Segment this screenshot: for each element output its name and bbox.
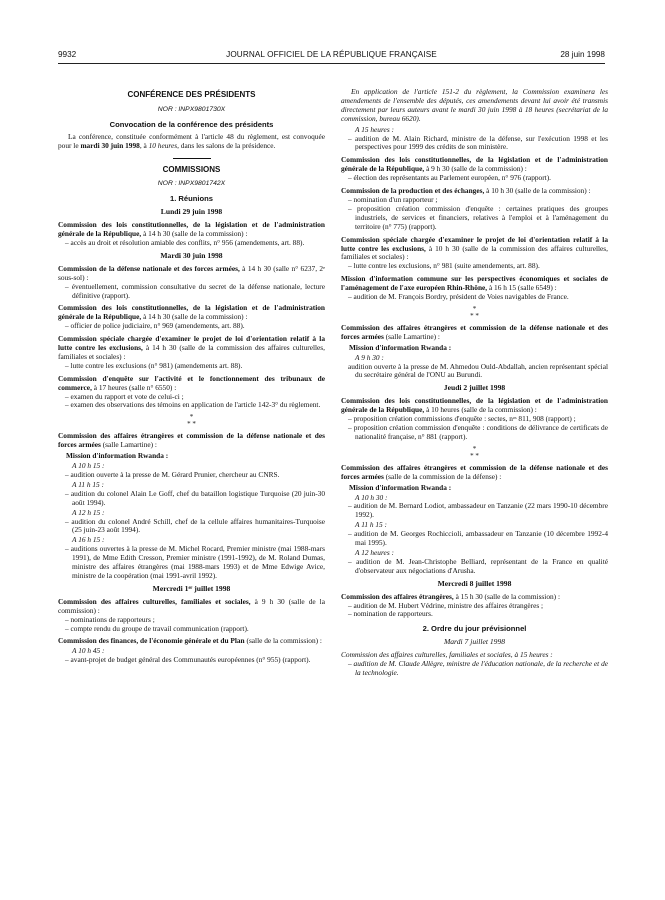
page-header (58, 50, 605, 64)
agenda-item: – éventuellement, commission consultative du secret de la défense nationale, lecture définitive (rapport). (65, 281, 325, 300)
nor-code: INPX9801742X (178, 180, 226, 188)
day-heading: Mercredi 8 juillet 1998 (437, 578, 512, 588)
agenda-item: – audition ouverte à la presse de M. Gérard Prunier, chercheur au CNRS. (65, 470, 280, 479)
commission-entry: Commission de la défense nationale et des forces armées, à 14 h 30 (salle n° 6237, 2ᵉ sous-sol) : (58, 263, 325, 282)
right-column (341, 88, 608, 678)
commission-entry: Commission spéciale chargée d'examiner le projet de loi d'orientation relatif à la lutte contre les exclusions, à 14 h 30 (salle de la commission des affaires culturelles, familiales et sociales) : (58, 334, 325, 361)
time-slot: A 10 h 15 : (72, 461, 105, 471)
agenda-item: – audition de M. Bernard Lodiot, ambassadeur en Tanzanie (22 mars 1990-10 décembre 1992). (348, 501, 608, 520)
agenda-item: – nominations de rapporteurs ; (65, 614, 155, 624)
agenda-item: – compte rendu du groupe de travail communication (rapport). (65, 623, 249, 633)
agenda-item: – examen des observations des témoins en application de l'article 142-3° du règlement. (65, 400, 321, 410)
time-slot: A 12 heures : (355, 547, 394, 557)
commission-entry: Commission des affaires étrangères et commission de la défense nationale et des forces armées (salle de la commission de la défense) : (341, 462, 608, 481)
section-title: 1. Réunions (169, 194, 214, 204)
commission-entry: Commission d'enquête sur l'activité et le fonctionnement des tribunaux de commerce, à 17 heures (salle n° 6550) : (58, 373, 325, 392)
header-rule (58, 63, 605, 64)
agenda-item: – audition de M. Hubert Védrine, ministre des affaires étrangères ; (348, 600, 544, 610)
agenda-item: – lutte contre les exclusions, n° 981 (suite amendements, art. 88). (348, 261, 540, 271)
issue-date: 28 juin 1998 (560, 50, 605, 59)
commission-entry: Commission des affaires étrangères, à 15 h 30 (salle de la commission) : (341, 591, 560, 601)
commissions-title: COMMISSIONS (162, 164, 221, 174)
mission-heading: Mission d'information Rwanda : (66, 451, 169, 461)
agenda-item: – accès au droit et résolution amiable des conflits, n° 956 (amendements, art. 88). (65, 237, 305, 247)
commission-entry: Commission de la production et des échanges, à 10 h 30 (salle de la commission) : (341, 186, 591, 196)
time-slot: A 12 h 15 : (72, 507, 105, 517)
mission-heading: Mission d'information Rwanda : (349, 342, 452, 352)
agenda-item: – proposition création commissions d'enquête : sectes, nᵒˢ 811, 908 (rapport) ; (348, 414, 576, 424)
time-slot: A 11 h 15 : (72, 479, 104, 489)
agenda-item: – audition de M. Jean-Christophe Belliard, représentant de la France en qualité d'observateur aux négociations d'Arusha. (348, 556, 608, 575)
nor-code: INPX9801730X (178, 105, 226, 113)
asterism: * * * (470, 444, 479, 460)
day-heading: Lundi 29 juin 1998 (160, 207, 223, 217)
nor-reference: NOR : INPX9801742X (157, 180, 226, 188)
convocation-text: La conférence, constituée conformément à l'article 48 du règlement, est convoquée pour le mardi 30 juin 1998, à 10 heures, dans les salons de la présidence. (58, 131, 325, 150)
page-number: 9932 (58, 50, 77, 59)
agenda-item: – audition de M. François Bordry, président de Voies navigables de France. (348, 292, 569, 302)
agenda-item: – audition de M. Alain Richard, ministre de la défense, sur l'exécution 1998 et les perspectives pour 1999 des crédits de son ministère. (348, 133, 608, 152)
agenda-item: – élection des représentants au Parlement européen, n° 976 (rapport). (348, 173, 551, 183)
commission-entry: Commission des affaires culturelles, familiales et sociales, à 9 h 30 (salle de la commission) : (58, 596, 325, 615)
commission-entry: Commission des affaires étrangères et commission de la défense nationale et des forces armées (salle Lamartine) : (58, 431, 325, 450)
commission-entry: Commission des affaires étrangères et commission de la défense nationale et des forces armées (salle Lamartine) : (341, 322, 608, 341)
agenda-item: – nomination d'un rapporteur ; (348, 194, 438, 204)
left-column (58, 88, 325, 665)
agenda-item: – officier de police judiciaire, n° 969 (amendements, art. 88). (65, 321, 245, 331)
commission-entry: Commission des lois constitutionnelles, de la législation et de l'administration générale de la République, à 14 h 30 (salle de la commission) : (58, 220, 325, 239)
agenda-item: – examen du rapport et vote de celui-ci ; (65, 391, 184, 401)
time-slot: A 9 h 30 : (355, 352, 384, 362)
time-slot: A 16 h 15 : (72, 535, 105, 545)
time-slot: A 10 h 30 : (355, 492, 388, 502)
asterism: * * * (470, 304, 479, 320)
commission-entry: Commission des affaires culturelles, familiales et sociales, à 15 heures : (341, 650, 553, 660)
commission-entry: Mission d'information commune sur les perspectives économiques et sociales de l'aménagement de l'axe européen Rhin-Rhône, à 16 h 15 (salle 6549) : (341, 274, 608, 293)
time-slot: A 11 h 15 : (355, 520, 387, 530)
agenda-item: – auditions ouvertes à la presse de M. Michel Rocard, Premier ministre (mai 1988-mars 1991), de Mme Edith Cresson, Premier ministre (1991-1992), de M. Roland Dumas, ministre des affaires étrangères (mai 1988-mars 1993) et de Mme Edwige Avice, ministre de la coopération (mai 1991-avril 1992). (65, 544, 325, 580)
agenda-item: – lutte contre les exclusions (n° 981) (amendements art. 88). (65, 360, 243, 370)
day-heading: Mardi 30 juin 1998 (160, 250, 223, 260)
conference-title: CONFÉRENCE DES PRÉSIDENTS (127, 90, 256, 99)
agenda-item: audition ouverte à la presse de M. Ahmedou Ould-Abdallah, ancien représentant spécial du secrétaire général de l'ONU au Burundi. (348, 361, 608, 380)
agenda-item: – audition du colonel André Schill, chef de la cellule affaires humanitaires-Turquoise (25 juin-23 août 1994). (65, 516, 325, 535)
asterism: * * * (187, 413, 196, 429)
journal-title: JOURNAL OFFICIEL DE LA RÉPUBLIQUE FRANÇAISE (226, 50, 437, 59)
commission-entry: Commission des finances, de l'économie générale et du Plan (salle de la commission) : (58, 636, 322, 646)
agenda-item: – nomination de rapporteurs. (348, 609, 433, 619)
day-heading: Jeudi 2 juillet 1998 (443, 383, 506, 393)
mission-heading: Mission d'information Rwanda : (349, 482, 452, 492)
commission-entry: Commission des lois constitutionnelles, de la législation et de l'administration générale de la République, à 9 h 30 (salle de la commission) : (341, 155, 608, 174)
agenda-item: – audition de M. Georges Rochiccioli, ambassadeur en Tanzanie (10 décembre 1992-4 mai 1995). (348, 529, 608, 548)
commission-entry: Commission spéciale chargée d'examiner le projet de loi d'orientation relatif à la lutte contre les exclusions, à 10 h 30 (salle de la commission des affaires culturelles, familiales et sociales) : (341, 234, 608, 262)
commission-entry: Commission des lois constitutionnelles, de la législation et de l'administration générale de la République, à 14 h 30 (salle de la commission) : (58, 303, 325, 322)
agenda-item: – audition du colonel Alain Le Goff, chef du bataillon logistique Turquoise (20 juin-30 août 1994). (65, 488, 325, 507)
amendment-note: En application de l'article 151-2 du règlement, la Commission examinera les amendements de l'ensemble des députés, ces amendements devant lui avoir été transmis directement par leurs auteurs avant le mardi 30 juin 1998 à 18 heures (secrétariat de la commission, bureau 6620). (341, 87, 608, 123)
commission-entry: Commission des lois constitutionnelles, de la législation et de l'administration générale de la République, à 10 heures (salle de la commission) : (341, 396, 608, 415)
separator-rule (173, 158, 211, 159)
agenda-item: – proposition création commission d'enquête : certaines pratiques des groupes industriels, de services et financiers, relatives à l'emploi et à l'aménagement du territoire (n° 775) (rapport). (348, 203, 608, 231)
time-slot: A 15 heures : (355, 124, 394, 134)
agenda-item: – proposition création commission d'enquête : conditions de délivrance de certificats de nationalité française, n° 881 (rapport). (348, 423, 608, 441)
convocation-title: Convocation de la conférence des présidents (109, 119, 274, 129)
day-heading: Mardi 7 juillet 1998 (443, 637, 506, 647)
day-heading: Mercredi 1ᵉʳ juillet 1998 (152, 583, 231, 593)
time-slot: A 10 h 45 : (72, 646, 105, 656)
nor-reference: NOR : INPX9801730X (157, 105, 226, 113)
agenda-item: – avant-projet de budget général des Communautés européennes (n° 955) (rapport). (65, 655, 311, 665)
agenda-item: – audition de M. Claude Allègre, ministre de l'éducation nationale, de la recherche et de la technologie. (348, 659, 608, 677)
section-title: 2. Ordre du jour prévisionnel (422, 624, 527, 634)
